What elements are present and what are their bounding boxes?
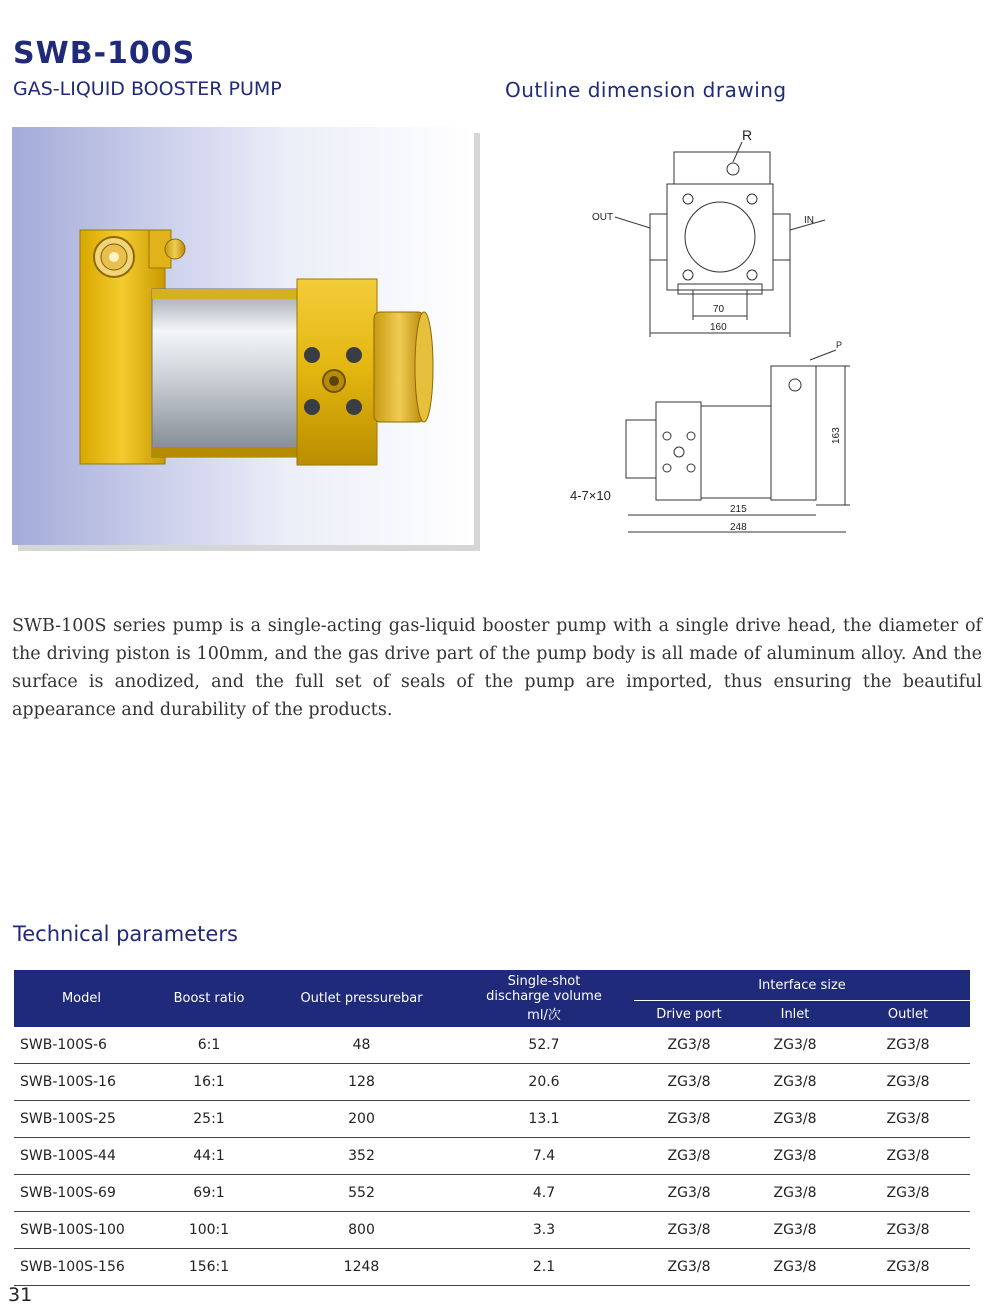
table-row — [14, 1212, 970, 1249]
cell-boost-ratio: 44:1 — [149, 1138, 269, 1175]
header-outlet: Outlet — [846, 1001, 970, 1028]
cell-volume: 13.1 — [454, 1101, 634, 1138]
table-row — [14, 1064, 970, 1101]
product-photo — [12, 127, 474, 545]
product-description: SWB-100S series pump is a single-acting gas-liquid booster pump with a single drive head, the diameter of the driving piston is 100mm, and the gas drive part of the pump body is all made of aluminum alloy. And the surface is anodized, and the full set of seals of the pump are imported, thus ensuring the beautiful appearance and durability of the products. — [12, 616, 982, 720]
dimension-label: 4-7×10 — [570, 488, 611, 503]
table-row — [14, 1249, 970, 1286]
cell-inlet: ZG3/8 — [744, 1101, 846, 1138]
header-boost-ratio: Boost ratio — [149, 970, 269, 1027]
cell-volume: 7.4 — [454, 1138, 634, 1175]
cell-drive-port: ZG3/8 — [634, 1175, 744, 1212]
header-drive-port: Drive port — [634, 1001, 744, 1028]
cell-outlet-pressure: 352 — [269, 1138, 454, 1175]
cell-model: SWB-100S-69 — [14, 1175, 149, 1212]
cell-boost-ratio: 100:1 — [149, 1212, 269, 1249]
product-subtitle: GAS-LIQUID BOOSTER PUMP — [13, 78, 282, 100]
cell-inlet: ZG3/8 — [744, 1249, 846, 1286]
cell-outlet-pressure: 48 — [269, 1027, 454, 1064]
dimension-label: OUT — [592, 212, 614, 223]
cell-model: SWB-100S-44 — [14, 1138, 149, 1175]
cell-boost-ratio: 6:1 — [149, 1027, 269, 1064]
cell-outlet-pressure: 128 — [269, 1064, 454, 1101]
dimension-label: 160 — [710, 322, 727, 333]
dimension-label: IN — [804, 215, 814, 226]
cell-inlet: ZG3/8 — [744, 1212, 846, 1249]
cell-drive-port: ZG3/8 — [634, 1101, 744, 1138]
cell-volume: 4.7 — [454, 1175, 634, 1212]
cell-outlet: ZG3/8 — [846, 1138, 970, 1175]
cell-outlet: ZG3/8 — [846, 1101, 970, 1138]
cell-drive-port: ZG3/8 — [634, 1249, 744, 1286]
dimension-label: 70 — [713, 304, 725, 315]
cell-model: SWB-100S-16 — [14, 1064, 149, 1101]
table-row — [14, 1138, 970, 1175]
cell-volume: 2.1 — [454, 1249, 634, 1286]
technical-parameters-title: Technical parameters — [13, 922, 238, 946]
cell-outlet-pressure: 800 — [269, 1212, 454, 1249]
table-row — [14, 1027, 970, 1064]
cell-boost-ratio: 16:1 — [149, 1064, 269, 1101]
header-discharge-volume — [454, 970, 634, 1027]
cell-volume: 20.6 — [454, 1064, 634, 1101]
dimension-label: 163 — [831, 427, 842, 444]
cell-boost-ratio: 156:1 — [149, 1249, 269, 1286]
product-model-title: SWB-100S — [13, 36, 196, 71]
pump-illustration — [12, 127, 474, 545]
header-volume-line2: discharge volume — [486, 989, 602, 1004]
cell-model: SWB-100S-6 — [14, 1027, 149, 1064]
cell-boost-ratio: 69:1 — [149, 1175, 269, 1212]
cell-outlet-pressure: 200 — [269, 1101, 454, 1138]
cell-inlet: ZG3/8 — [744, 1138, 846, 1175]
dimension-label: 248 — [730, 522, 747, 533]
cell-drive-port: ZG3/8 — [634, 1064, 744, 1101]
header-inlet: Inlet — [744, 1001, 846, 1028]
side-view-drawing — [560, 340, 860, 550]
cell-model: SWB-100S-156 — [14, 1249, 149, 1286]
cell-model: SWB-100S-100 — [14, 1212, 149, 1249]
page-number: 31 — [8, 1284, 33, 1306]
cell-outlet: ZG3/8 — [846, 1212, 970, 1249]
cell-drive-port: ZG3/8 — [634, 1027, 744, 1064]
cell-outlet: ZG3/8 — [846, 1027, 970, 1064]
cell-outlet-pressure: 1248 — [269, 1249, 454, 1286]
cell-inlet: ZG3/8 — [744, 1175, 846, 1212]
cell-outlet: ZG3/8 — [846, 1175, 970, 1212]
cell-model: SWB-100S-25 — [14, 1101, 149, 1138]
cell-outlet-pressure: 552 — [269, 1175, 454, 1212]
table-row — [14, 1101, 970, 1138]
dimension-label: 215 — [730, 504, 747, 515]
header-interface-size: Interface size — [634, 970, 970, 1001]
cell-drive-port: ZG3/8 — [634, 1138, 744, 1175]
dimension-label: R — [742, 127, 753, 143]
cell-outlet: ZG3/8 — [846, 1249, 970, 1286]
cell-drive-port: ZG3/8 — [634, 1212, 744, 1249]
drawing-section-title: Outline dimension drawing — [505, 78, 787, 102]
header-outlet-pressure: Outlet pressurebar — [269, 970, 454, 1027]
cell-volume: 3.3 — [454, 1212, 634, 1249]
cell-inlet: ZG3/8 — [744, 1027, 846, 1064]
cell-outlet: ZG3/8 — [846, 1064, 970, 1101]
cell-boost-ratio: 25:1 — [149, 1101, 269, 1138]
cell-inlet: ZG3/8 — [744, 1064, 846, 1101]
header-volume-unit: ml/次 — [527, 1008, 561, 1023]
header-model: Model — [14, 970, 149, 1027]
cell-volume: 52.7 — [454, 1027, 634, 1064]
header-volume-line1: Single-shot — [507, 974, 581, 989]
technical-parameters-table — [14, 970, 970, 1286]
table-row — [14, 1175, 970, 1212]
dimension-label: P — [836, 340, 843, 350]
